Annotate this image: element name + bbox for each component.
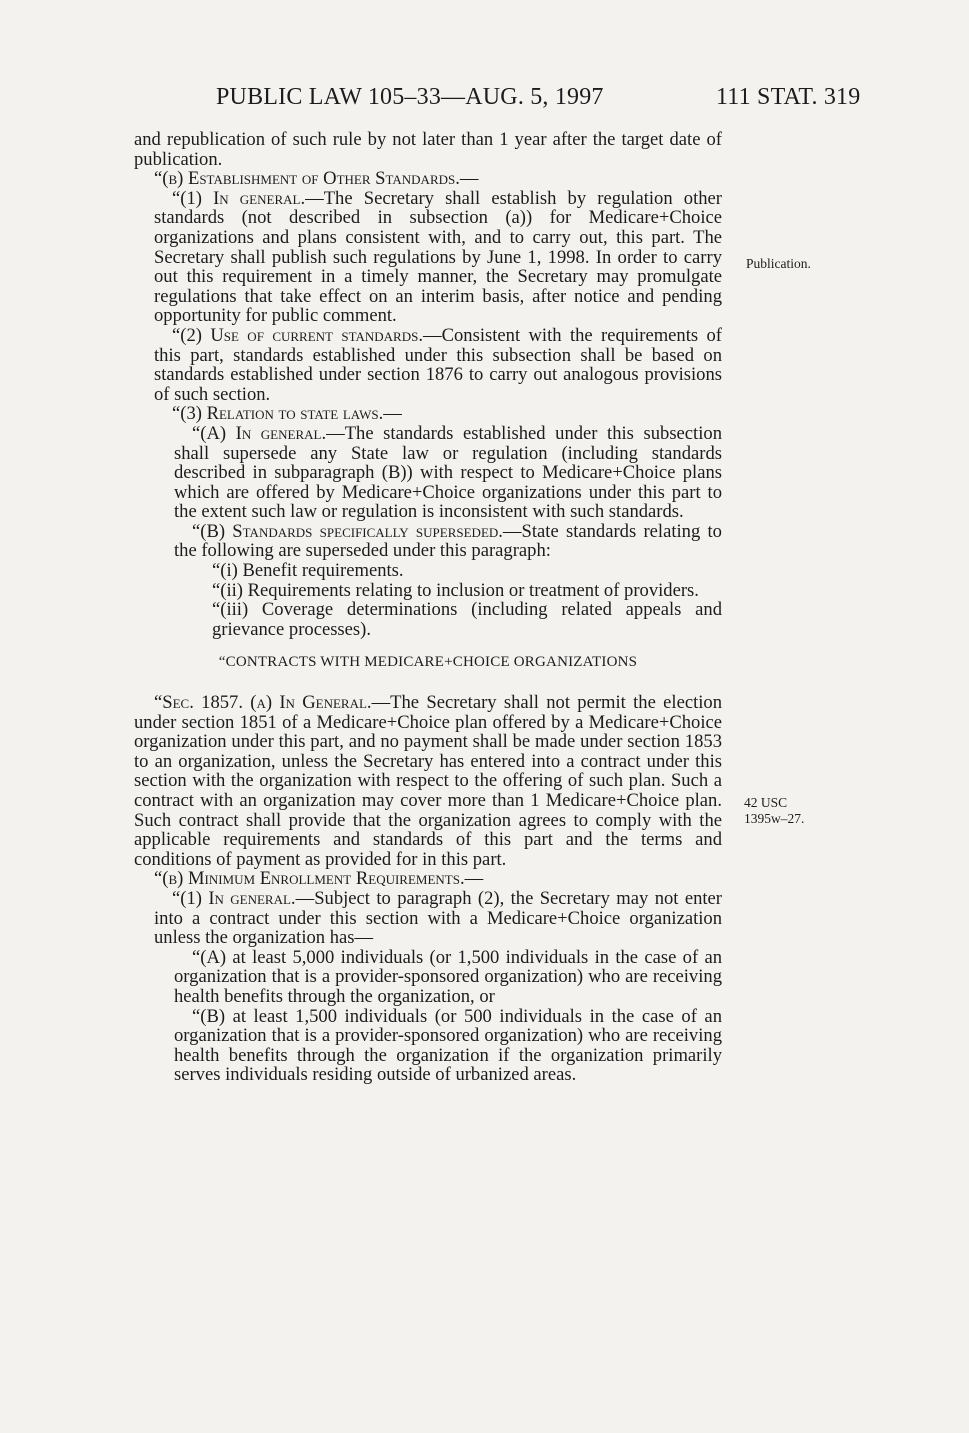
paragraph-b2 (134, 326, 722, 404)
subparagraph-b3A-text: —The standards established under this subsection shall supersede any State law or regulation (including standards described in subparagraph (B)) with respect to Medicare+Choice plans which are offered by Medicare+Choice organizations under this part to the extent such law or regulation is inconsistent with such standards. (174, 422, 722, 523)
clause-ii: “(ii) Requirements relating to inclusion or treatment of providers. (212, 579, 699, 601)
margin-note-usc-line1: 42 USC (744, 795, 788, 810)
paragraph-b1-lead: “(1) In general. (172, 187, 306, 209)
subparagraph-b3B (134, 522, 722, 561)
paragraph-b1-text: —The Secretary shall establish by regulation other standards (not described in subsection (a)) for Medicare+Choice organizations and plans consistent with, and to carry out, this part. The Secretary shall publish such regulations by June 1, 1998. In order to carry out this requirement in a timely manner, the Secretary may promulgate regulations that take effect on an interim basis, after notice and pending opportunity for public comment. (154, 187, 722, 327)
margin-note-usc (744, 795, 804, 827)
subparagraph-b3B-text: —State standards relating to the following are superseded under this paragraph: (174, 520, 722, 562)
section-1857-a (134, 693, 722, 869)
paragraph-b3-heading: “(3) Relation to state laws.— (172, 403, 402, 425)
paragraph-b2-lead: “(2) Use of current standards. (172, 324, 423, 346)
subparagraph-b3A-lead: “(A) In general. (192, 422, 327, 444)
margin-note-publication: Publication. (746, 256, 811, 271)
section-heading: “CONTRACTS WITH MEDICARE+CHOICE ORGANIZATIONS (218, 654, 638, 671)
subparagraph-b3B-lead: “(B) Standards specifically superseded. (192, 520, 503, 542)
paragraph-b2-text: —Consistent with the requirements of this part, standards established under this subsection shall be based on standards established under section 1876 to carry out analogous provisions of such section. (154, 324, 722, 405)
clause-iii: “(iii) Coverage determinations (including related appeals and grievance processes). (212, 599, 722, 640)
subsection-b-heading: “(b) Establishment of Other Standards.— (154, 168, 479, 190)
page-header (0, 80, 969, 120)
section-1857-a-lead: “Sec. 1857. (a) In General. (154, 692, 372, 714)
section-1857-a-text: —The Secretary shall not permit the election under section 1851 of a Medicare+Choice plan offered by a Medicare+Choice organization under this part, and no payment shall be made under section 1853 to an organization, unless the Secretary has entered into a contract under this section with the organization with respect to the offering of such plan. Such a contract with an organization may cover more than 1 Medicare+Choice plan. Such contract shall provide that the organization agrees to comply with the applicable requirements and standards of this part and the terms and conditions of payment as provided for in this part. (134, 692, 722, 870)
header-title: PUBLIC LAW 105–33—AUG. 5, 1997 (216, 84, 604, 110)
paragraph-mb1-text: —Subject to paragraph (2), the Secretary may not enter into a contract under this section with a Medicare+Choice organization unless the organization has— (154, 887, 722, 949)
paragraph-mb1 (134, 889, 722, 948)
subparagraph-mbA: “(A) at least 5,000 individuals (or 1,500 individuals in the case of an organization that is a provider-sponsored organization) who are receiving health benefits through the organization, or (174, 946, 722, 1007)
subparagraph-b3A (134, 424, 722, 522)
body-text (134, 130, 722, 1085)
clause-i: “(i) Benefit requirements. (212, 560, 404, 582)
subsection-minimum-enrollment-heading: “(b) Minimum Enrollment Requirements.— (154, 868, 484, 890)
subparagraph-mbB: “(B) at least 1,500 individuals (or 500 individuals in the case of an organization that is a provider-sponsored organization) who are receiving health benefits through the organization if the organization primarily serves individuals residing outside of urbanized areas. (174, 1005, 722, 1086)
paragraph-continuation: and republication of such rule by not later than 1 year after the target date of publication. (134, 129, 722, 170)
header-stat-page: 111 STAT. 319 (716, 84, 861, 110)
paragraph-mb1-lead: “(1) In general. (172, 887, 296, 909)
margin-note-usc-line2: 1395w–27. (744, 811, 805, 826)
paragraph-b1 (134, 189, 722, 326)
